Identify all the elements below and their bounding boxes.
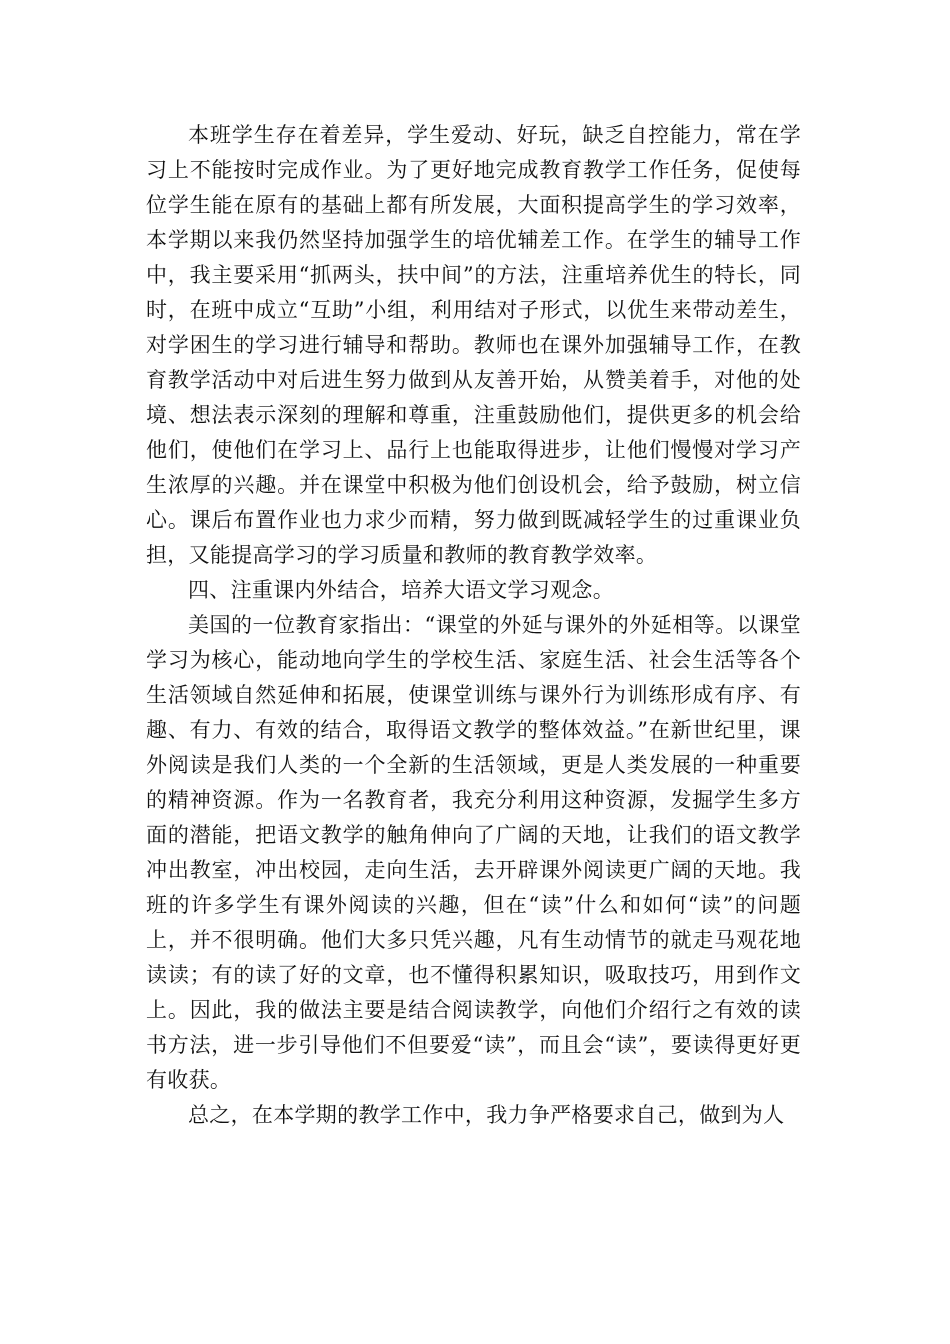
document-body — [146, 118, 801, 1133]
paragraph-tutoring: 本班学生存在着差异，学生爱动、好玩，缺乏自控能力，常在学习上不能按时完成作业。为了更好地完成教育教学工作任务，促使每位学生能在原有的基础上都有所发展，大面积提高学生的学习效率，本学期以来我仍然坚持加强学生的培优辅差工作。在学生的辅导工作中，我主要采用“抓两头，扶中间”的方法，注重培养优生的特长，同时，在班中成立“互助”小组，利用结对子形式，以优生来带动差生，对学困生的学习进行辅导和帮助。教师也在课外加强辅导工作，在教育教学活动中对后进生努力做到从友善开始，从赞美着手，对他的处境、想法表示深刻的理解和尊重，注重鼓励他们，提供更多的机会给他们，使他们在学习上、品行上也能取得进步，让他们慢慢对学习产生浓厚的兴趣。并在课堂中积极为他们创设机会，给予鼓励，树立信心。课后布置作业也力求少而精，努力做到既减轻学生的过重课业负担，又能提高学习的学习质量和教师的教育教学效率。 — [146, 123, 801, 567]
section-heading-four: 四、注重课内外结合，培养大语文学习观念。 — [188, 578, 614, 602]
paragraph-summary: 总之，在本学期的教学工作中，我力争严格要求自己，做到为人 — [188, 1103, 785, 1127]
paragraph-extracurricular-reading: 美国的一位教育家指出：“课堂的外延与课外的外延相等。以课堂学习为核心，能动地向学生的学校生活、家庭生活、社会生活等各个生活领域自然延伸和拓展，使课堂训练与课外行为训练形成有序、有趣、有力、有效的结合，取得语文教学的整体效益。”在新世纪里，课外阅读是我们人类的一个全新的生活领域，更是人类发展的一种重要的精神资源。作为一名教育者，我充分利用这种资源，发掘学生多方面的潜能，把语文教学的触角伸向了广阔的天地，让我们的语文教学冲出教室，冲出校园，走向生活，去开辟课外阅读更广阔的天地。我班的许多学生有课外阅读的兴趣，但在“读”什么和如何“读”的问题上，并不很明确。他们大多只凭兴趣，凡有生动情节的就走马观花地读读；有的读了好的文章，也不懂得积累知识，吸取技巧，用到作文上。因此，我的做法主要是结合阅读教学，向他们介绍行之有效的读书方法，进一步引导他们不但要爱“读”，而且会“读”，要读得更好更有收获。 — [146, 613, 801, 1092]
